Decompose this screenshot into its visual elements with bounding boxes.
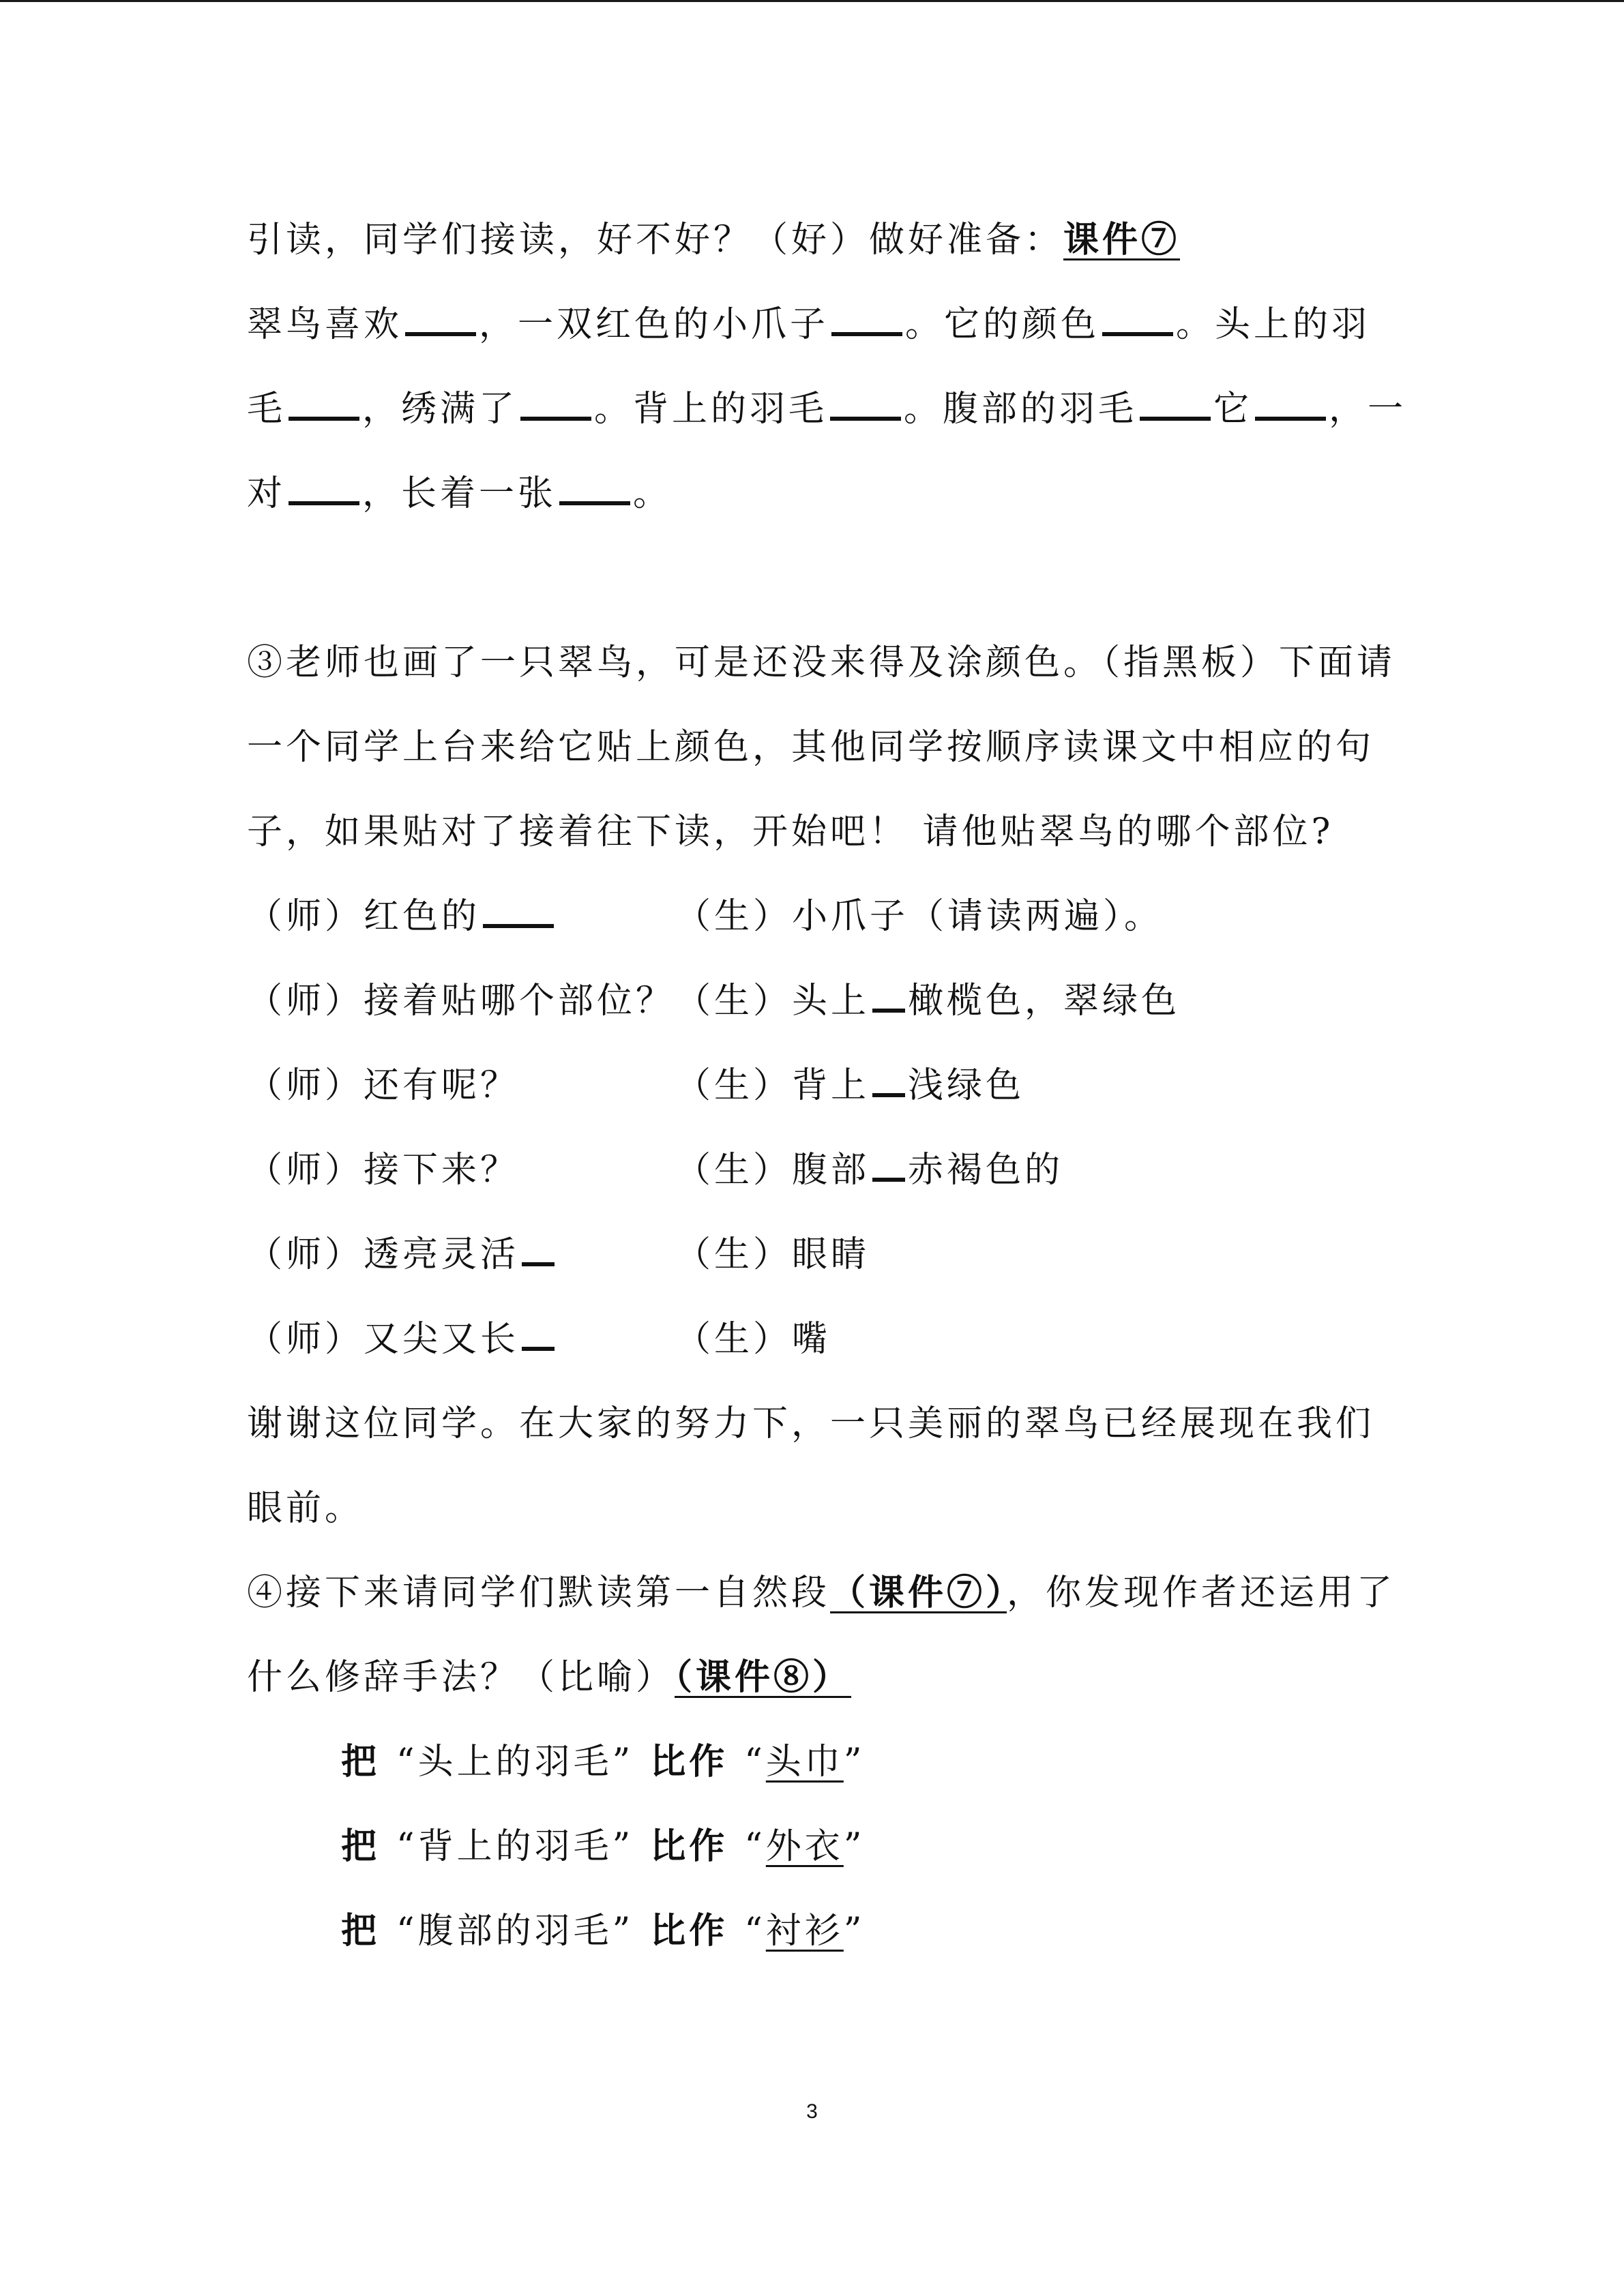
simile-row (341, 1804, 865, 1889)
cloze-text: ，一 (1329, 389, 1407, 430)
teacher-line: （师）接着贴哪个部位？ (247, 981, 675, 1022)
fill-blank (559, 501, 630, 505)
quote-close: ” (843, 1742, 866, 1783)
simile-subject: “头上的羽毛” (396, 1742, 634, 1783)
fill-blank (483, 924, 554, 928)
student-line: （生）眼睛 (675, 1234, 870, 1275)
simile-ba: 把 (341, 1825, 381, 1867)
cloze-text: 。头上的羽 (1176, 304, 1371, 345)
quote-open: “ (744, 1826, 766, 1867)
step3-line-2: 一个同学上台来给它贴上颜色，其他同学按顺序读课文中相应的句 (247, 727, 1375, 768)
fill-blank (872, 1178, 905, 1182)
dialogue-row (247, 959, 1181, 1043)
simile-ba: 把 (341, 1741, 381, 1783)
simile-subject: “腹部的羽毛” (396, 1911, 634, 1952)
step4-text: ，你发现作者还运用了 (1007, 1572, 1396, 1613)
teacher-line: （师）接下来？ (247, 1150, 520, 1191)
student-line: （生）腹部 (675, 1150, 870, 1191)
fill-blank (289, 501, 359, 505)
fill-blank (872, 1009, 905, 1013)
cloze-text: 对 (247, 473, 286, 514)
fill-blank (405, 332, 476, 336)
cloze-text: ，绣满了 (362, 389, 518, 430)
student-answer: 浅绿色 (908, 1065, 1025, 1106)
courseware-ref: （课件⑧） (675, 1656, 852, 1698)
step4-line-2 (247, 1635, 851, 1720)
cloze-text: 翠鸟喜欢 (247, 304, 403, 345)
student-answer: 赤褐色的 (908, 1150, 1064, 1191)
cloze-text: ，长着一张 (362, 473, 557, 514)
teacher-line: （师）还有呢？ (247, 1065, 520, 1106)
teacher-line: （师）红色的 (247, 896, 481, 937)
teacher-line: （师）透亮灵活 (247, 1234, 520, 1275)
fill-blank (831, 332, 902, 336)
fill-blank (289, 417, 359, 421)
step3-line-3: 子，如果贴对了接着往下读，开始吧！ 请他贴翠鸟的哪个部位? (247, 811, 1334, 852)
simile-row (341, 1889, 865, 1973)
intro-text: 引读，同学们接读，好不好？（好）做好准备： (247, 220, 1064, 260)
simile-row (341, 1720, 865, 1804)
simile-bizuo: 比作 (650, 1910, 728, 1952)
dialogue-row (247, 874, 1164, 959)
simile-target: 外衣 (765, 1826, 844, 1867)
dialogue-row (247, 1212, 870, 1297)
courseware-ref: （课件⑦） (830, 1572, 1007, 1613)
fill-blank (872, 1093, 905, 1097)
fill-blank (1255, 417, 1326, 421)
thanks-line-1: 谢谢这位同学。在大家的努力下，一只美丽的翠鸟已经展现在我们 (247, 1403, 1375, 1444)
student-line: （生）头上 (675, 981, 870, 1022)
teacher-line: （师）又尖又长 (247, 1319, 520, 1360)
cloze-text: 它 (1213, 389, 1253, 430)
cloze-text: 毛 (247, 389, 286, 430)
cloze-line-1 (247, 282, 1370, 367)
student-answer: 橄榄色，翠绿色 (908, 981, 1181, 1022)
cloze-text: 。腹部的羽毛 (904, 389, 1138, 430)
cloze-text: 。它的颜色 (905, 304, 1100, 345)
cloze-line-2 (247, 367, 1406, 451)
cloze-text: 。 (633, 473, 673, 514)
simile-subject: “背上的羽毛” (396, 1826, 634, 1867)
student-line: （生）嘴 (675, 1319, 831, 1360)
simile-ba: 把 (341, 1910, 381, 1952)
courseware-ref: 课件⑦ (1063, 219, 1181, 260)
fill-blank (520, 417, 591, 421)
fill-blank (1140, 417, 1211, 421)
cloze-text: 。背上的羽毛 (594, 389, 828, 430)
quote-open: “ (744, 1742, 766, 1783)
fill-blank (1102, 332, 1173, 336)
student-line: （生）小爪子（请读两遍）。 (675, 896, 1164, 937)
step4-line-1 (247, 1551, 1396, 1635)
student-line: （生）背上 (675, 1065, 870, 1106)
cloze-line-3 (247, 451, 672, 536)
simile-target: 衬衫 (765, 1911, 844, 1952)
fill-blank (522, 1262, 555, 1266)
step4-text: ④接下来请同学们默读第一自然段 (247, 1572, 831, 1613)
dialogue-row (247, 1297, 831, 1382)
fill-blank (830, 417, 901, 421)
simile-target: 头巾 (765, 1742, 844, 1783)
thanks-line-2: 眼前。 (247, 1488, 364, 1529)
step3-line-1: ③老师也画了一只翠鸟，可是还没来得及涂颜色。（指黑板）下面请 (247, 642, 1396, 683)
top-border-line (0, 0, 1624, 2)
quote-close: ” (843, 1911, 866, 1952)
cloze-text: ，一双红色的小爪子 (479, 304, 829, 345)
fill-blank (522, 1347, 555, 1351)
simile-bizuo: 比作 (650, 1825, 728, 1867)
dialogue-row (247, 1043, 1025, 1128)
page-number: 3 (806, 2100, 818, 2123)
step4-text: 什么修辞手法？（比喻） (247, 1657, 675, 1698)
simile-bizuo: 比作 (650, 1741, 728, 1783)
intro-line (247, 198, 1180, 282)
quote-open: “ (744, 1911, 766, 1952)
quote-close: ” (843, 1826, 866, 1867)
dialogue-row (247, 1128, 1064, 1212)
